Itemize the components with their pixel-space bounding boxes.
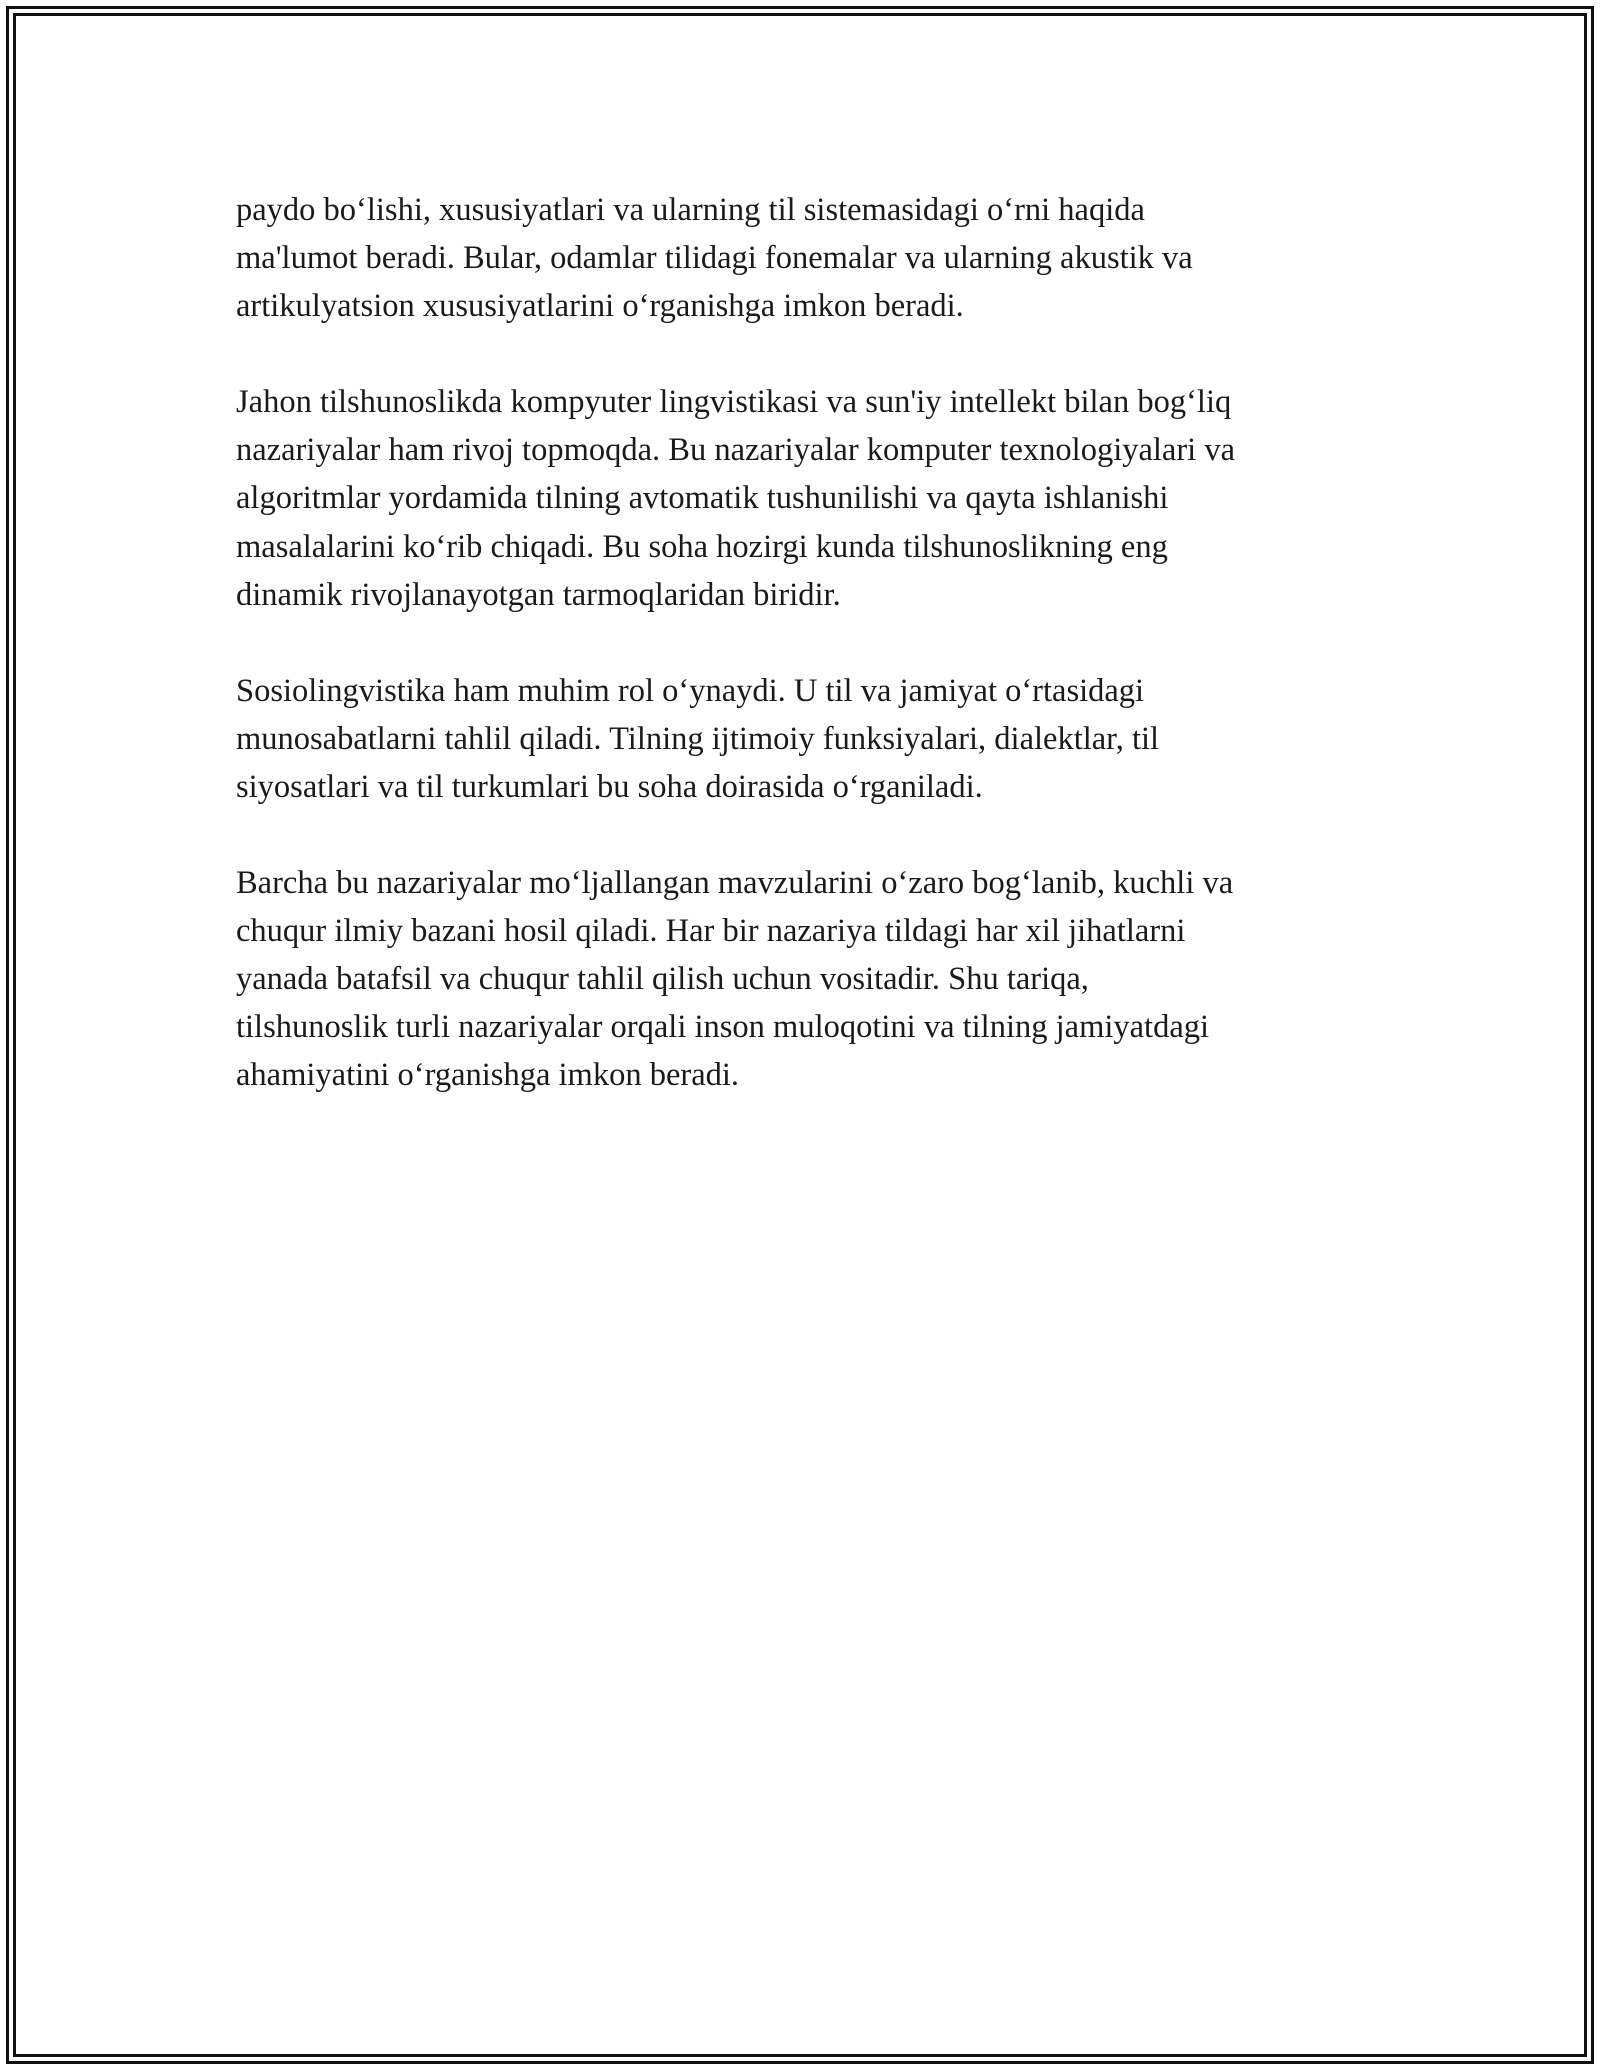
paragraph-conclusion: Barcha bu nazariyalar mo‘ljallangan mavzularini o‘zaro bog‘lanib, kuchli va chuqur ilmiy bazani hosil qiladi. Har bir nazariya tildagi har xil jihatlarni yanada batafsil va chuqur tahlil qilish uchun vositadir. Shu tariqa, tilshunoslik turli nazariyalar orqali inson muloqotini va tilning jamiyatdagi ahamiyatini o‘rganishga imkon beradi. — [236, 865, 1234, 1094]
page-body — [236, 186, 1396, 1148]
paragraph-phonetics: paydo bo‘lishi, xususiyatlari va ularning til sistemasidagi o‘rni haqida ma'lumot beradi. Bular, odamlar tilidagi fonemalar va ularning akustik va artikulyatsion xususiyatlarini o‘rganishga imkon beradi. — [236, 192, 1193, 325]
paragraph-sociolinguistics: Sosiolingvistika ham muhim rol o‘ynaydi. U til va jamiyat o‘rtasidagi munosabatlarni tahlil qiladi. Tilning ijtimoiy funksiyalari, dialektlar, til siyosatlari va til turkumlari bu soha doirasida o‘rganiladi. — [236, 672, 1160, 805]
paragraph-computational-linguistics: Jahon tilshunoslikda kompyuter lingvistikasi va sun'iy intellekt bilan bog‘liq nazariyalar ham rivoj topmoqda. Bu nazariyalar komputer texnologiyalari va algoritmlar yordamida tilning avtomatik tushunilishi va qayta ishlanishi masalalarini ko‘rib chiqadi. Bu soha hozirgi kunda tilshunoslikning eng dinamik rivojlanayotgan tarmoqlaridan biridir. — [236, 384, 1236, 613]
